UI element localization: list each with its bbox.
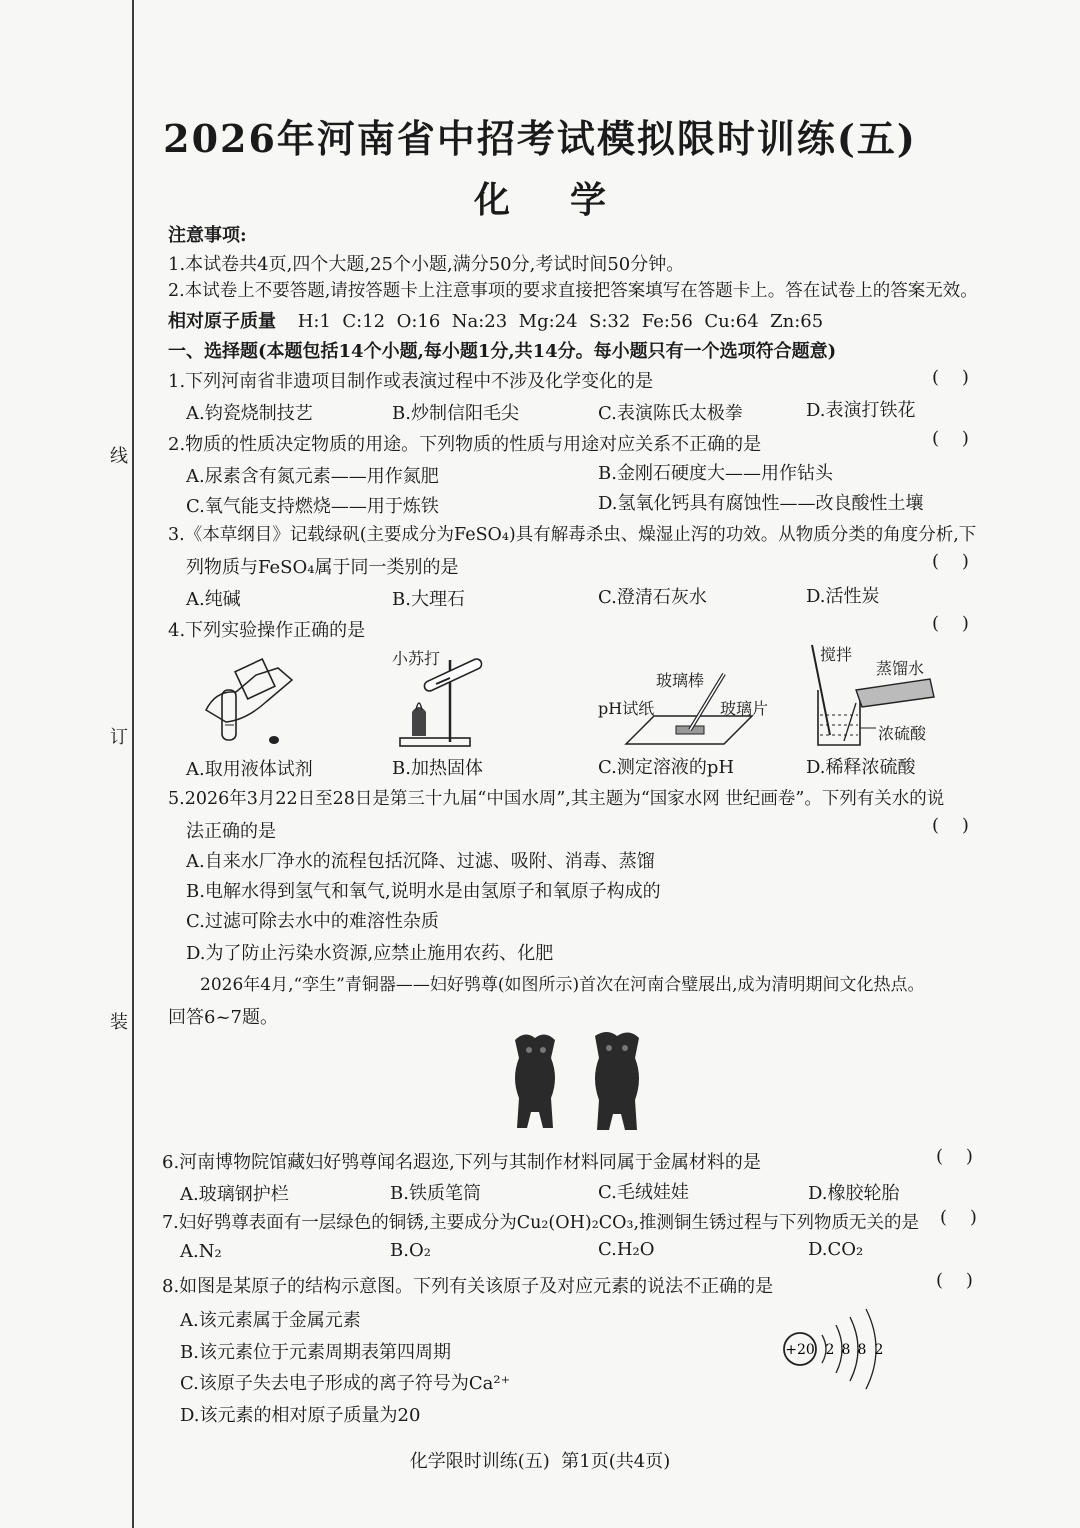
option: D.氢氧化钙具有腐蚀性——改良酸性土壤 — [598, 493, 924, 514]
nucleus-charge: +20 — [785, 1342, 815, 1358]
option: A.该元素属于金属元素 — [180, 1310, 361, 1331]
option: D.橡胶轮胎 — [808, 1183, 900, 1204]
option: D.表演打铁花 — [806, 400, 916, 421]
answer-paren: ( ) — [940, 1207, 977, 1228]
passage-line: 2026年4月,“孪生”青铜器——妇好鸮尊(如图所示)首次在河南合璧展出,成为清明期间文化热点。 — [200, 975, 925, 995]
option: B.O₂ — [390, 1240, 431, 1261]
option: B.大理石 — [392, 589, 465, 610]
atomic-structure-diagram — [780, 1305, 900, 1395]
option: C.毛绒娃娃 — [598, 1182, 689, 1203]
binding-mark-line: 线 — [107, 446, 128, 464]
option: C.该原子失去电子形成的离子符号为Ca²⁺ — [180, 1373, 511, 1394]
option: C.H₂O — [598, 1239, 655, 1260]
option: D.该元素的相对原子质量为20 — [180, 1405, 421, 1426]
shell-electron-count: 2 — [874, 1342, 884, 1358]
option: C.氧气能支持燃烧——用于炼铁 — [186, 496, 439, 517]
option: B.金刚石硬度大——用作钻头 — [598, 463, 833, 484]
passage-line: 回答6~7题。 — [168, 1007, 278, 1028]
option: B.加热固体 — [392, 758, 483, 779]
owl-zun-photo — [505, 1028, 645, 1138]
option: C.表演陈氏太极拳 — [598, 403, 743, 424]
notice-heading: 注意事项: — [168, 225, 247, 246]
binding-mark-order: 订 — [107, 727, 128, 745]
label-glass-plate: 玻璃片 — [720, 699, 769, 718]
subject-title: 化学 — [473, 179, 666, 221]
answer-paren: ( ) — [932, 613, 969, 634]
question-stem: 1.下列河南省非遗项目制作或表演过程中不涉及化学变化的是 — [168, 371, 654, 392]
option: A.钧瓷烧制技艺 — [186, 403, 313, 424]
notice-item: 2.本试卷上不要答题,请按答题卡上注意事项的要求直接把答案填写在答题卡上。答在试卷上的答案无效。 — [168, 281, 978, 301]
option: A.取用液体试剂 — [186, 759, 313, 780]
option: D.CO₂ — [808, 1239, 864, 1260]
atomic-mass-values: H:1 C:12 O:16 Na:23 Mg:24 S:32 Fe:56 Cu:64 Zn:65 — [297, 311, 824, 332]
answer-paren: ( ) — [932, 367, 969, 388]
shell-electron-count: 2 — [825, 1342, 835, 1358]
option: B.电解水得到氢气和氧气,说明水是由氢原子和氧原子构成的 — [186, 881, 661, 902]
binding-mark-bind: 装 — [107, 1012, 128, 1030]
option: D.为了防止污染水资源,应禁止施用农药、化肥 — [186, 943, 554, 964]
option: C.过滤可除去水中的难溶性杂质 — [186, 911, 439, 932]
label-baking-soda: 小苏打 — [392, 649, 441, 668]
question-stem: 3.《本草纲目》记载绿矾(主要成分为FeSO₄)具有解毒杀虫、燥湿止泻的功效。从物质分类的角度分析,下 — [168, 525, 977, 545]
atomic-mass-line — [168, 307, 823, 333]
answer-paren: ( ) — [932, 815, 969, 836]
page-footer: 化学限时训练(五) 第1页(共4页) — [409, 1451, 671, 1472]
shell-electron-count: 8 — [841, 1342, 851, 1358]
option: B.炒制信阳毛尖 — [392, 403, 519, 424]
shell-electron-count: 8 — [857, 1342, 867, 1358]
option: D.活性炭 — [806, 586, 880, 607]
label-ph-paper: pH试纸 — [598, 699, 655, 718]
option: A.尿素含有氮元素——用作氮肥 — [186, 466, 439, 487]
answer-paren: ( ) — [932, 551, 969, 572]
section-heading: 一、选择题(本题包括14个小题,每小题1分,共14分。每小题只有一个选项符合题意) — [168, 341, 837, 362]
option: B.该元素位于元素周期表第四周期 — [180, 1342, 451, 1363]
pouring-liquid-illustration — [196, 650, 306, 750]
option: C.测定溶液的pH — [598, 757, 735, 778]
label-conc-sulfuric-acid: 浓硫酸 — [878, 724, 927, 743]
label-stir: 搅拌 — [820, 645, 853, 664]
question-stem: 4.下列实验操作正确的是 — [168, 620, 366, 641]
binding-line — [132, 0, 134, 1528]
option: A.纯碱 — [186, 589, 241, 610]
label-glass-rod: 玻璃棒 — [656, 671, 705, 690]
label-distilled-water: 蒸馏水 — [876, 659, 925, 678]
option: A.玻璃钢护栏 — [180, 1184, 289, 1205]
atomic-mass-label: 相对原子质量 — [168, 311, 276, 332]
option: C.澄清石灰水 — [598, 587, 707, 608]
exam-title: 2026年河南省中招考试模拟限时训练(五) — [163, 116, 917, 161]
question-stem: 6.河南博物院馆藏妇好鸮尊闻名遐迩,下列与其制作材料同属于金属材料的是 — [162, 1152, 761, 1173]
answer-paren: ( ) — [936, 1146, 973, 1167]
question-stem: 8.如图是某原子的结构示意图。下列有关该原子及对应元素的说法不正确的是 — [162, 1276, 774, 1297]
question-stem: 5.2026年3月22日至28日是第三十九届“中国水周”,其主题为“国家水网 世纪画卷”。下列有关水的说 — [168, 789, 945, 809]
option: B.铁质笔筒 — [390, 1183, 481, 1204]
option: A.N₂ — [180, 1241, 222, 1262]
answer-paren: ( ) — [932, 428, 969, 449]
question-stem: 法正确的是 — [186, 821, 276, 842]
answer-paren: ( ) — [936, 1270, 973, 1291]
option: D.稀释浓硫酸 — [806, 757, 916, 778]
option: A.自来水厂净水的流程包括沉降、过滤、吸附、消毒、蒸馏 — [186, 851, 655, 872]
question-stem: 列物质与FeSO₄属于同一类别的是 — [186, 557, 459, 578]
question-stem: 7.妇好鸮尊表面有一层绿色的铜锈,主要成分为Cu₂(OH)₂CO₃,推测铜生锈过程与下列物质无关的是 — [162, 1213, 920, 1233]
question-stem: 2.物质的性质决定物质的用途。下列物质的性质与用途对应关系不正确的是 — [168, 434, 762, 455]
notice-item: 1.本试卷共4页,四个大题,25个小题,满分50分,考试时间50分钟。 — [168, 254, 685, 275]
